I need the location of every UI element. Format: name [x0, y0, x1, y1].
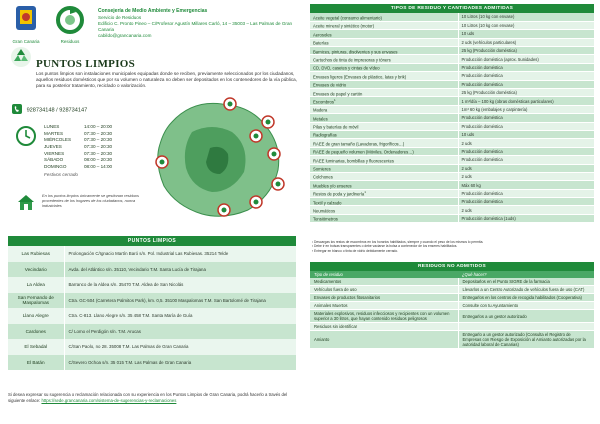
table-row	[310, 172, 594, 180]
waste-item: RAEE de gran tamaño (Lavadoras, frigoríficos…)	[310, 139, 458, 147]
residue-action: Entregarlos en los centros de recogida habilitados (Cooperativa)	[458, 294, 594, 302]
residue-action: Entregarlo a un gestor autorizado (Consulta el Registro de Empresas con Riesgo de Exposición al Amianto autorizadas por la autoridad laboral de Canarias)	[458, 331, 594, 349]
clock-icon	[16, 126, 36, 146]
feedback-link[interactable]: https://sede.grancanaria.com/sistema-de-sugerencias-y-reclamaciones	[41, 397, 177, 403]
waste-quantity: Producción doméstica	[458, 198, 594, 206]
map-marker[interactable]	[156, 156, 168, 168]
residue-action: Consulte con tu Ayuntamiento	[458, 302, 594, 310]
hours-row: LUNES 14:00 – 20:00	[44, 124, 113, 129]
waste-quantity: 1m³ 60 kg (embalajes y carpintería)	[458, 105, 594, 113]
waste-item: Restos de poda y jardinería$^1$	[310, 189, 458, 197]
waste-types-table	[310, 4, 594, 223]
table-row	[310, 156, 594, 164]
waste-item: Colchones	[310, 172, 458, 180]
hours-row: VIERNES 07:30 – 20:30	[44, 150, 113, 156]
table-row	[310, 331, 594, 349]
waste-item: Aceite mineral y sintético (motor)	[310, 21, 458, 29]
phone-number[interactable]: 928734148 / 928734147	[26, 107, 88, 114]
hours-row: MIÉRCOLES 07:30 – 20:30	[44, 137, 113, 143]
waste-quantity: 2 uds	[458, 139, 594, 147]
puntos-limpios-table	[8, 236, 296, 370]
map-marker[interactable]	[224, 98, 236, 110]
waste-quantity: 25 kg (Producción doméstica)	[458, 47, 594, 55]
waste-quantity: Producción doméstica	[458, 72, 594, 80]
table-row: El Batán C/Severo Ochoa s/n. 35 015 T.M. Las Palmas de Gran Canaria	[8, 355, 296, 371]
cabildo-caption: Gran Canaria	[12, 39, 40, 44]
waste-quantity: 2 uds	[458, 206, 594, 214]
table-row	[310, 30, 594, 38]
table-row: Las Rubiesas Prolongación C/Ignacio Martín Baró s/n. Pol. Industrial Las Rubiesas. 35214 Telde	[8, 246, 296, 262]
intro-text: Los puntos limpios son instalaciones municipales equipadas donde se reciben, previamente seleccionados por los ciudadanos, aquellos residuos domésticos que por su volumen o naturaleza no deben ser depositados en los contenedores de la vía pública, para su posterior tratamiento, reciclado o valorización.	[36, 71, 297, 88]
waste-quantity: 1 m³/día – 100 kg (obras domésticas particulares)	[458, 97, 594, 105]
map-marker[interactable]	[250, 196, 262, 208]
waste-quantity: 2 uds (vehículos particulares)	[458, 38, 594, 46]
map-marker[interactable]	[250, 130, 262, 142]
table-row	[310, 294, 594, 302]
table-row	[310, 214, 594, 222]
title-row	[36, 54, 135, 68]
island-map	[132, 92, 302, 224]
residue-action: Entregarlos a un gestor autorizado	[458, 310, 594, 323]
header	[6, 4, 306, 48]
waste-item: Neumáticos	[310, 206, 458, 214]
residue-type: Vehículos fuera de uso	[310, 286, 458, 294]
map-marker[interactable]	[268, 148, 280, 160]
waste-quantity: 10 Litros (10 kg con envase)	[458, 13, 594, 21]
table-row	[310, 286, 594, 294]
hours-row: DOMINGO 08:00 – 14:00	[44, 163, 113, 169]
header-address: Edificio C. Pronto Pineo – C/Profesor Agustín Millares Carló, 14 – 35003 – Las Palmas de Gran Canaria	[98, 20, 293, 33]
residuos-caption: Residuos	[60, 39, 80, 44]
waste-quantity: 10 Litros (10 kg con envase)	[458, 21, 594, 29]
table-row	[310, 21, 594, 29]
table-row	[310, 198, 594, 206]
waste-quantity: 25 kg (Producción doméstica)	[458, 89, 594, 97]
waste-item: CD, DVD, casetes y cintas de vídeo	[310, 63, 458, 71]
footnote-line: ² Debe ir en bolsas transparentes o debe vaciarse la bolsa a contenedor de los enseres habilitados.	[312, 244, 458, 249]
waste-item: RAEE de pequeño volumen (Móviles, Ordenadores…)	[310, 147, 458, 155]
recycle-icon	[10, 46, 32, 68]
waste-quantity: Producción doméstica (aprox. 5unidades)	[458, 55, 594, 63]
table-row	[310, 278, 594, 286]
waste-item: Envases de vidrio	[310, 80, 458, 88]
waste-item: Somieres	[310, 164, 458, 172]
waste-item: Metales	[310, 114, 458, 122]
table-row	[310, 189, 594, 197]
puntos-table-title: PUNTOS LIMPIOS	[8, 236, 296, 246]
waste-quantity: 10 uds	[458, 30, 594, 38]
residue-action: Depositarlos en el Punto SIGRE de la farmacia	[458, 278, 594, 286]
map-marker[interactable]	[218, 204, 230, 216]
residue-action: Llevarlos a un Centro Autorizado de vehículos fuera de uso (CAT)	[458, 286, 594, 294]
table-row: Vecindario Avda. del Atlántico s/n. 35110, Vecindario T.M. Santa Lucía de Tirajana	[8, 262, 296, 278]
waste-item: Envases ligeros (Envases de plástico, latas y brik)	[310, 72, 458, 80]
waste-item: Barnices, pinturas, disolventes y sus envases	[310, 47, 458, 55]
table-row: Llano Alegre Ctra. C-813. Llano Alegre s/n. 35 458 T.M. Santa María de Guía	[8, 308, 296, 324]
hours-row: MARTES 07:30 – 20:30	[44, 130, 113, 136]
table-row: San Fernando de Maspalomas Ctra. GC-504 (Carretera Palmitos Park), km. 0,5. 35100 Maspalomas T.M. San Bartolomé de Tirajana	[8, 293, 296, 309]
waste-quantity: Máx 60 kg	[458, 181, 594, 189]
waste-item: Muebles y/o enseres	[310, 181, 458, 189]
waste-item: Tensiómetros	[310, 214, 458, 222]
residue-type: Amianto	[310, 331, 458, 349]
hours-row: SÁBADO 08:00 – 20:30	[44, 157, 113, 163]
waste-item: Escombros$^1$	[310, 97, 458, 105]
not-admitted-table	[310, 262, 594, 349]
holiday-note: Festivos cerrado	[44, 172, 78, 177]
table-row	[310, 310, 594, 323]
residue-type: Animales Muertos	[310, 302, 458, 310]
header-email: cabildo@grancanaria.com	[98, 33, 152, 39]
footnote-line: ³ Entregar en blanco o tinta de vidrio debidamente cerrado.	[312, 248, 399, 253]
table-row	[310, 130, 594, 138]
header-text	[98, 8, 308, 40]
feedback-note	[8, 392, 298, 403]
household-note-text: En los puntos limpios únicamente se gestionan residuos procedentes de los hogares de los ciudadanos, nunca industriales	[42, 193, 139, 209]
table-row	[310, 164, 594, 172]
waste-quantity: Producción doméstica (1uds)	[458, 214, 594, 222]
col-header-action: ¿Qué hacer?	[458, 271, 594, 278]
waste-item: Aceite vegetal (consumo alimentario)	[310, 13, 458, 21]
waste-quantity: Producción doméstica	[458, 80, 594, 88]
map-marker[interactable]	[272, 178, 284, 190]
hours-row: JUEVES 07:30 – 20:30	[44, 143, 113, 149]
residue-type: Medicamentos	[310, 278, 458, 286]
table-row	[310, 55, 594, 63]
table-row	[310, 72, 594, 80]
waste-quantity: 2 uds	[458, 172, 594, 180]
table-row	[310, 38, 594, 46]
hours-table	[44, 124, 112, 171]
waste-item: Textil y calzado	[310, 198, 458, 206]
waste-quantity: 2 uds	[458, 164, 594, 172]
table-row: El Sebadal C/San Paolo, no 28. 35008 T.M. Las Palmas de Gran Canaria	[8, 339, 296, 355]
table-row	[310, 206, 594, 214]
waste-footnotes	[312, 240, 594, 253]
waste-quantity: Producción doméstica	[458, 156, 594, 164]
col-header-type: Tipo de residuo	[310, 271, 458, 278]
table-row	[310, 302, 594, 310]
waste-item: RAEE luminarias, bombillas y fluorescentes	[310, 156, 458, 164]
waste-quantity: Producción doméstica	[458, 189, 594, 197]
table-row	[310, 105, 594, 113]
footnote-line: ¹ Descargas los restos de escombros en los horarios habilitados, siempre y cuando el peso de los mismos lo permita.	[312, 240, 484, 244]
waste-item: Madera	[310, 105, 458, 113]
waste-quantity: Producción doméstica	[458, 63, 594, 71]
residue-type: Materiales explosivos, residuos infecciosos y recipientes con un volumen superior a 30 litros, que hayan contenido residuos peligrosos	[310, 310, 458, 323]
residue-action	[458, 323, 594, 331]
waste-quantity: 10 uds	[458, 130, 594, 138]
map-marker[interactable]	[262, 116, 274, 128]
waste-item: Aerosoles	[310, 30, 458, 38]
residuos-logo	[50, 4, 90, 44]
waste-table-title: TIPOS DE RESIDUO Y CANTIDADES ADMITIDAS	[310, 4, 594, 13]
header-service: Servicio de Residuos	[98, 14, 142, 20]
table-row	[310, 13, 594, 21]
table-row	[310, 80, 594, 88]
phone-icon	[12, 104, 22, 116]
table-row	[310, 89, 594, 97]
table-row	[310, 97, 594, 105]
waste-item: Envases de papel y cartón	[310, 89, 458, 97]
waste-item: Baterías	[310, 38, 458, 46]
residue-type: Envases de productos fitosanitarios	[310, 294, 458, 302]
waste-quantity: Producción doméstica	[458, 122, 594, 130]
table-row	[310, 323, 594, 331]
waste-item: Radiografías	[310, 130, 458, 138]
house-icon	[16, 194, 36, 210]
header-dept: Consejería de Medio Ambiente y Emergencias	[98, 8, 208, 14]
table-row	[310, 122, 594, 130]
residue-type: Residuos sin identificar	[310, 323, 458, 331]
table-row	[310, 181, 594, 189]
table-row: Cardones C/ Lomo el Perdigón s/n. T.M. Arucas	[8, 324, 296, 340]
not-admitted-title: RESIDUOS NO ADMITIDOS	[310, 262, 594, 271]
phone-block	[12, 104, 87, 116]
table-row	[310, 114, 594, 122]
feedback-text: Si desea expresar su sugerencia o reclamación relacionada con su experiencia en los Puntos Limpios de Gran Canaria, podrá hacerlo a través del siguiente enlace:	[8, 392, 288, 403]
table-row	[310, 47, 594, 55]
waste-quantity: Producción doméstica	[458, 147, 594, 155]
table-row	[310, 63, 594, 71]
table-row	[310, 139, 594, 147]
waste-quantity: Producción doméstica	[458, 114, 594, 122]
table-row: La Aldea Barranco de la Aldea s/n. 35470 T.M. Aldea de San Nicolás	[8, 277, 296, 293]
waste-item: Cartuchos de tinta de impresoras y tóners	[310, 55, 458, 63]
waste-item: Pilas y baterías de móvil	[310, 122, 458, 130]
cabildo-logo	[6, 4, 46, 44]
table-row	[310, 147, 594, 155]
page-title: PUNTOS LIMPIOS	[36, 58, 136, 70]
